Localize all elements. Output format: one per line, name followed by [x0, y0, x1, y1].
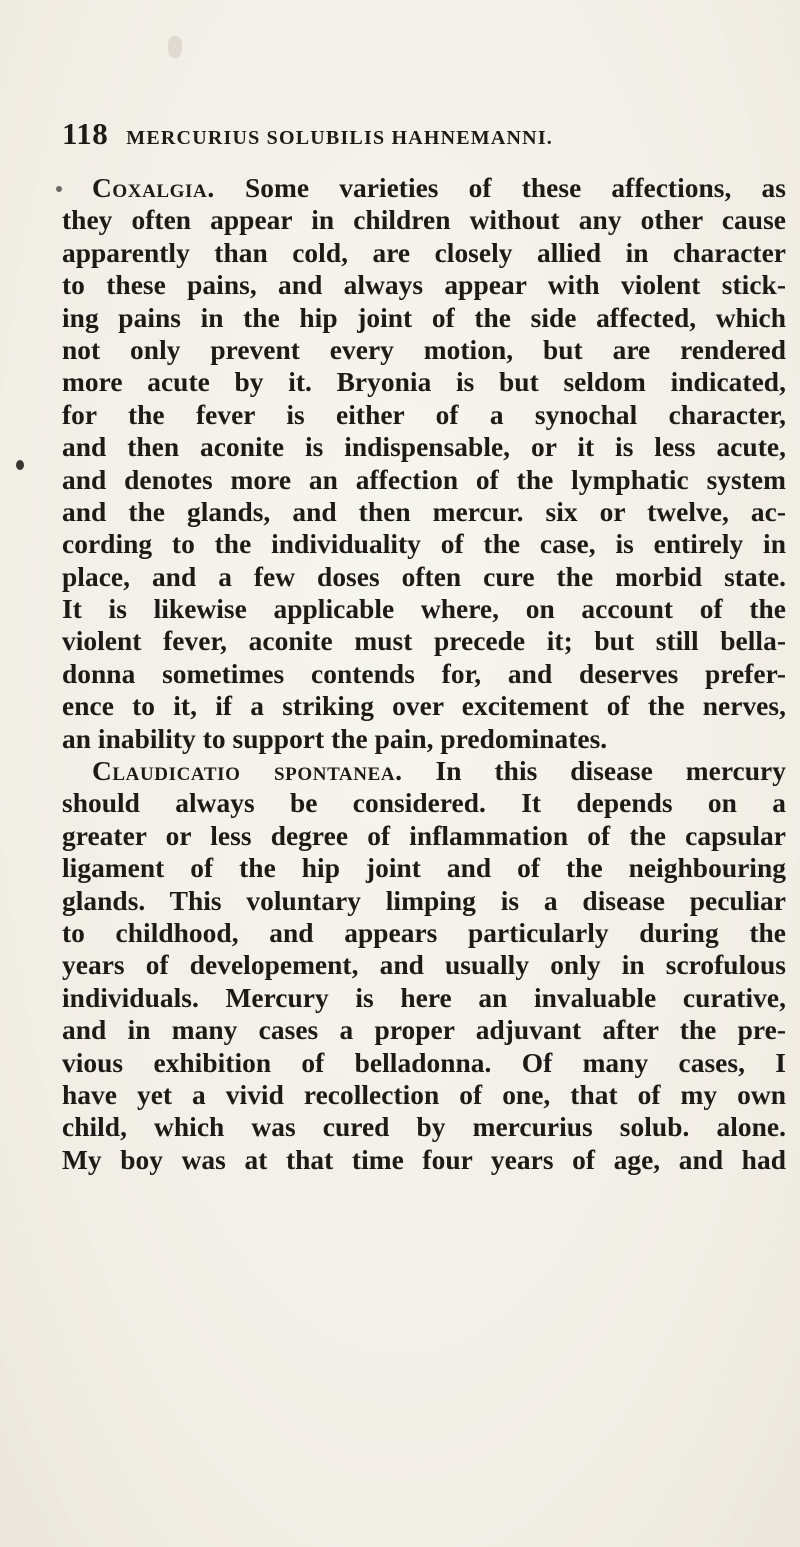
text-line: years of developement, and usually only in scrofulous	[62, 950, 786, 981]
text-line: and then aconite is indispensable, or it is less acute,	[62, 432, 786, 463]
text-line: donna sometimes contends for, and deserves prefer-	[62, 658, 786, 689]
text-line: ence to it, if a striking over excitement of the nerves,	[62, 691, 786, 722]
page-number: 118	[62, 116, 109, 151]
text-line: more acute by it. Bryonia is but seldom indicated,	[62, 367, 786, 398]
running-title: MERCURIUS SOLUBILIS HAHNEMANNI.	[126, 127, 553, 149]
text-line: and the glands, and then mercur. six or twelve, ac-	[62, 496, 786, 527]
text-line: greater or less degree of inflammation of the capsular	[62, 820, 786, 851]
text-line: to these pains, and always appear with violent stick-	[62, 270, 786, 301]
text-line: to childhood, and appears particularly during the	[62, 917, 786, 948]
margin-ink-dot	[16, 460, 24, 470]
running-header	[62, 116, 782, 150]
text-line: vious exhibition of belladonna. Of many cases, I	[62, 1047, 786, 1078]
text-line: and in many cases a proper adjuvant after the pre-	[62, 1015, 786, 1046]
text-line: apparently than cold, are closely allied in character	[62, 237, 786, 268]
paper-smudge	[168, 36, 182, 58]
text-line: child, which was cured by mercurius solub. alone.	[62, 1112, 786, 1143]
section-lead: Coxalgia.	[92, 173, 215, 203]
section-lead: Claudicatio spontanea.	[92, 756, 403, 787]
text-line: not only prevent every motion, but are rendered	[62, 334, 786, 365]
text-line: violent fever, aconite must precede it; but still bella-	[62, 626, 786, 657]
text-line: Claudicatio spontanea. In this disease mercury	[92, 756, 786, 787]
body-text	[62, 172, 786, 1176]
text-line: ligament of the hip joint and of the neighbouring	[62, 853, 786, 884]
text-line: place, and a few doses often cure the morbid state.	[62, 561, 786, 592]
text-line: individuals. Mercury is here an invaluable curative,	[62, 982, 786, 1013]
text-line: It is likewise applicable where, on account of the	[62, 594, 786, 625]
text-line: they often appear in children without any other cause	[62, 205, 786, 236]
text-line: glands. This voluntary limping is a disease peculiar	[62, 885, 786, 916]
text-line: ing pains in the hip joint of the side affected, which	[62, 302, 786, 333]
text-line: Coxalgia. Some varieties of these affections, as	[92, 173, 786, 203]
text-line: have yet a vivid recollection of one, that of my own	[62, 1079, 786, 1110]
text-line: for the fever is either of a synochal character,	[62, 399, 786, 430]
text-line: My boy was at that time four years of age, and had	[62, 1144, 786, 1175]
text-line: and denotes more an affection of the lymphatic system	[62, 464, 786, 495]
text-line: should always be considered. It depends on a	[62, 788, 786, 819]
text-line: an inability to support the pain, predominates.	[62, 723, 608, 754]
text-line: cording to the individuality of the case, is entirely in	[62, 529, 786, 560]
